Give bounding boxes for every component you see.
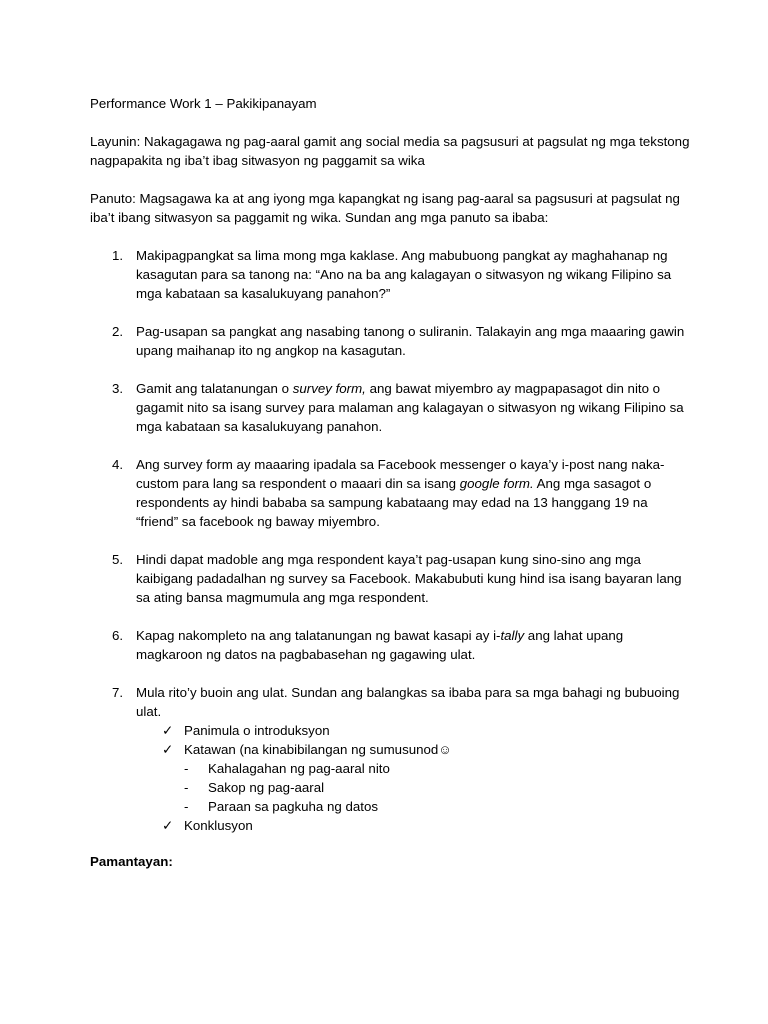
step-item: [90, 455, 690, 531]
dash-bullet: -: [184, 761, 189, 776]
checkmark-icon: ✓: [162, 742, 174, 757]
step-number: 1.: [112, 248, 124, 263]
outline-subitem: [136, 778, 690, 797]
step-text: Hindi dapat madoble ang mga respondent kaya’t pag-usapan kung sino-sino ang mga kaibigang padadalhan ng survey sa Facebook. Makabubuti kung hind isa isang bayaran lang sa ating bansa magmumula ang mga respondent.: [136, 552, 682, 605]
step-item: [90, 322, 690, 360]
step-text: Pag-usapan sa pangkat ang nasabing tanong o suliranin. Talakayin ang mga maaaring gawin upang maihanap ito ng angkop na kasagutan.: [136, 324, 685, 358]
step-item: [90, 683, 690, 835]
checkmark-icon: ✓: [162, 818, 174, 833]
step-item: [90, 246, 690, 303]
steps-list: [90, 246, 690, 835]
dash-bullet: -: [184, 799, 189, 814]
step-text: [136, 628, 623, 662]
step-number: 3.: [112, 381, 124, 396]
step-text: [136, 381, 684, 434]
step-number: 6.: [112, 628, 124, 643]
instructions-paragraph: Panuto: Magsagawa ka at ang iyong mga kapangkat ng isang pag-aaral sa pagsusuri at pagsulat ng iba’t ibang sitwasyon sa paggamit ng wika. Sundan ang mga panuto sa ibaba:: [90, 191, 680, 225]
step-number: 4.: [112, 457, 124, 472]
checkmark-icon: ✓: [162, 723, 174, 738]
outline-item: [136, 740, 690, 759]
step-text-part: Gamit ang talatanungan o: [136, 381, 293, 396]
criteria-heading: Pamantayan:: [90, 854, 173, 869]
document-title: Performance Work 1 – Pakikipanayam: [90, 96, 317, 111]
step-text-part: Ang survey form ay maaaring ipadala sa Facebook messenger o kaya’y i-post nang naka-custom para lang sa respondent o maaari din sa isang: [136, 457, 665, 491]
step-item: [90, 379, 690, 436]
outline-body: Katawan (na kinabibilangan ng sumusunod☺: [184, 742, 452, 757]
step-item: [90, 626, 690, 664]
outline-subitem-text: Paraan sa pagkuha ng datos: [208, 799, 379, 814]
outline-intro: Panimula o introduksyon: [184, 723, 330, 738]
step-text-part: Kapag nakompleto na ang talatanungan ng bawat kasapi ay i-: [136, 628, 501, 643]
outline-subitem: [136, 797, 690, 816]
step-text-emphasis: tally: [500, 628, 525, 643]
step-item: [90, 550, 690, 607]
step-text: [136, 457, 664, 529]
outline-subitem-text: Sakop ng pag-aaral: [208, 780, 325, 795]
step-text-part: ang bawat miyembro ay magpapasagot din nito o gagamit nito sa isang survey para malaman ang kalagayan o sitwasyon ng wikang Filipino sa mga kabataan sa kasalukuyang panahon.: [136, 381, 684, 434]
outline-item: [136, 816, 690, 835]
step-text: Mula rito’y buoin ang ulat. Sundan ang balangkas sa ibaba para sa mga bahagi ng bubuoing ulat.: [136, 685, 680, 719]
step-text-part: ang lahat upang magkaroon ng datos na pagbabasehan ng gagawing ulat.: [136, 628, 624, 662]
step-number: 5.: [112, 552, 124, 567]
outline-subitem-text: Kahalagahan ng pag-aaral nito: [208, 761, 390, 776]
step-text-part: Ang mga sasagot o respondents ay hindi bababa sa sampung kabataang may edad na 13 hanggang 19 na “friend” sa facebook ng baway miyembro.: [136, 476, 652, 529]
objective-paragraph: Layunin: Nakagagawa ng pag-aaral gamit ang social media sa pagsusuri at pagsulat ng mga tekstong nagpapakita ng iba’t ibag sitwasyon ng paggamit sa wika: [90, 134, 690, 168]
step-text-emphasis: survey form,: [292, 381, 366, 396]
step-number: 2.: [112, 324, 124, 339]
outline-conclusion: Konklusyon: [184, 818, 253, 833]
step-text-emphasis: google form.: [459, 476, 534, 491]
step-text: Makipagpangkat sa lima mong mga kaklase. Ang mabubuong pangkat ay maghahanap ng kasagutan para sa tanong na: “Ano na ba ang kalagayan o sitwasyon ng wikang Filipino sa mga kabataan sa kasalukuyang panahon?”: [136, 248, 672, 301]
step-number: 7.: [112, 685, 124, 700]
dash-bullet: -: [184, 780, 189, 795]
outline-subitem: [136, 759, 690, 778]
outline-list: [136, 721, 690, 835]
outline-item: [136, 721, 690, 740]
